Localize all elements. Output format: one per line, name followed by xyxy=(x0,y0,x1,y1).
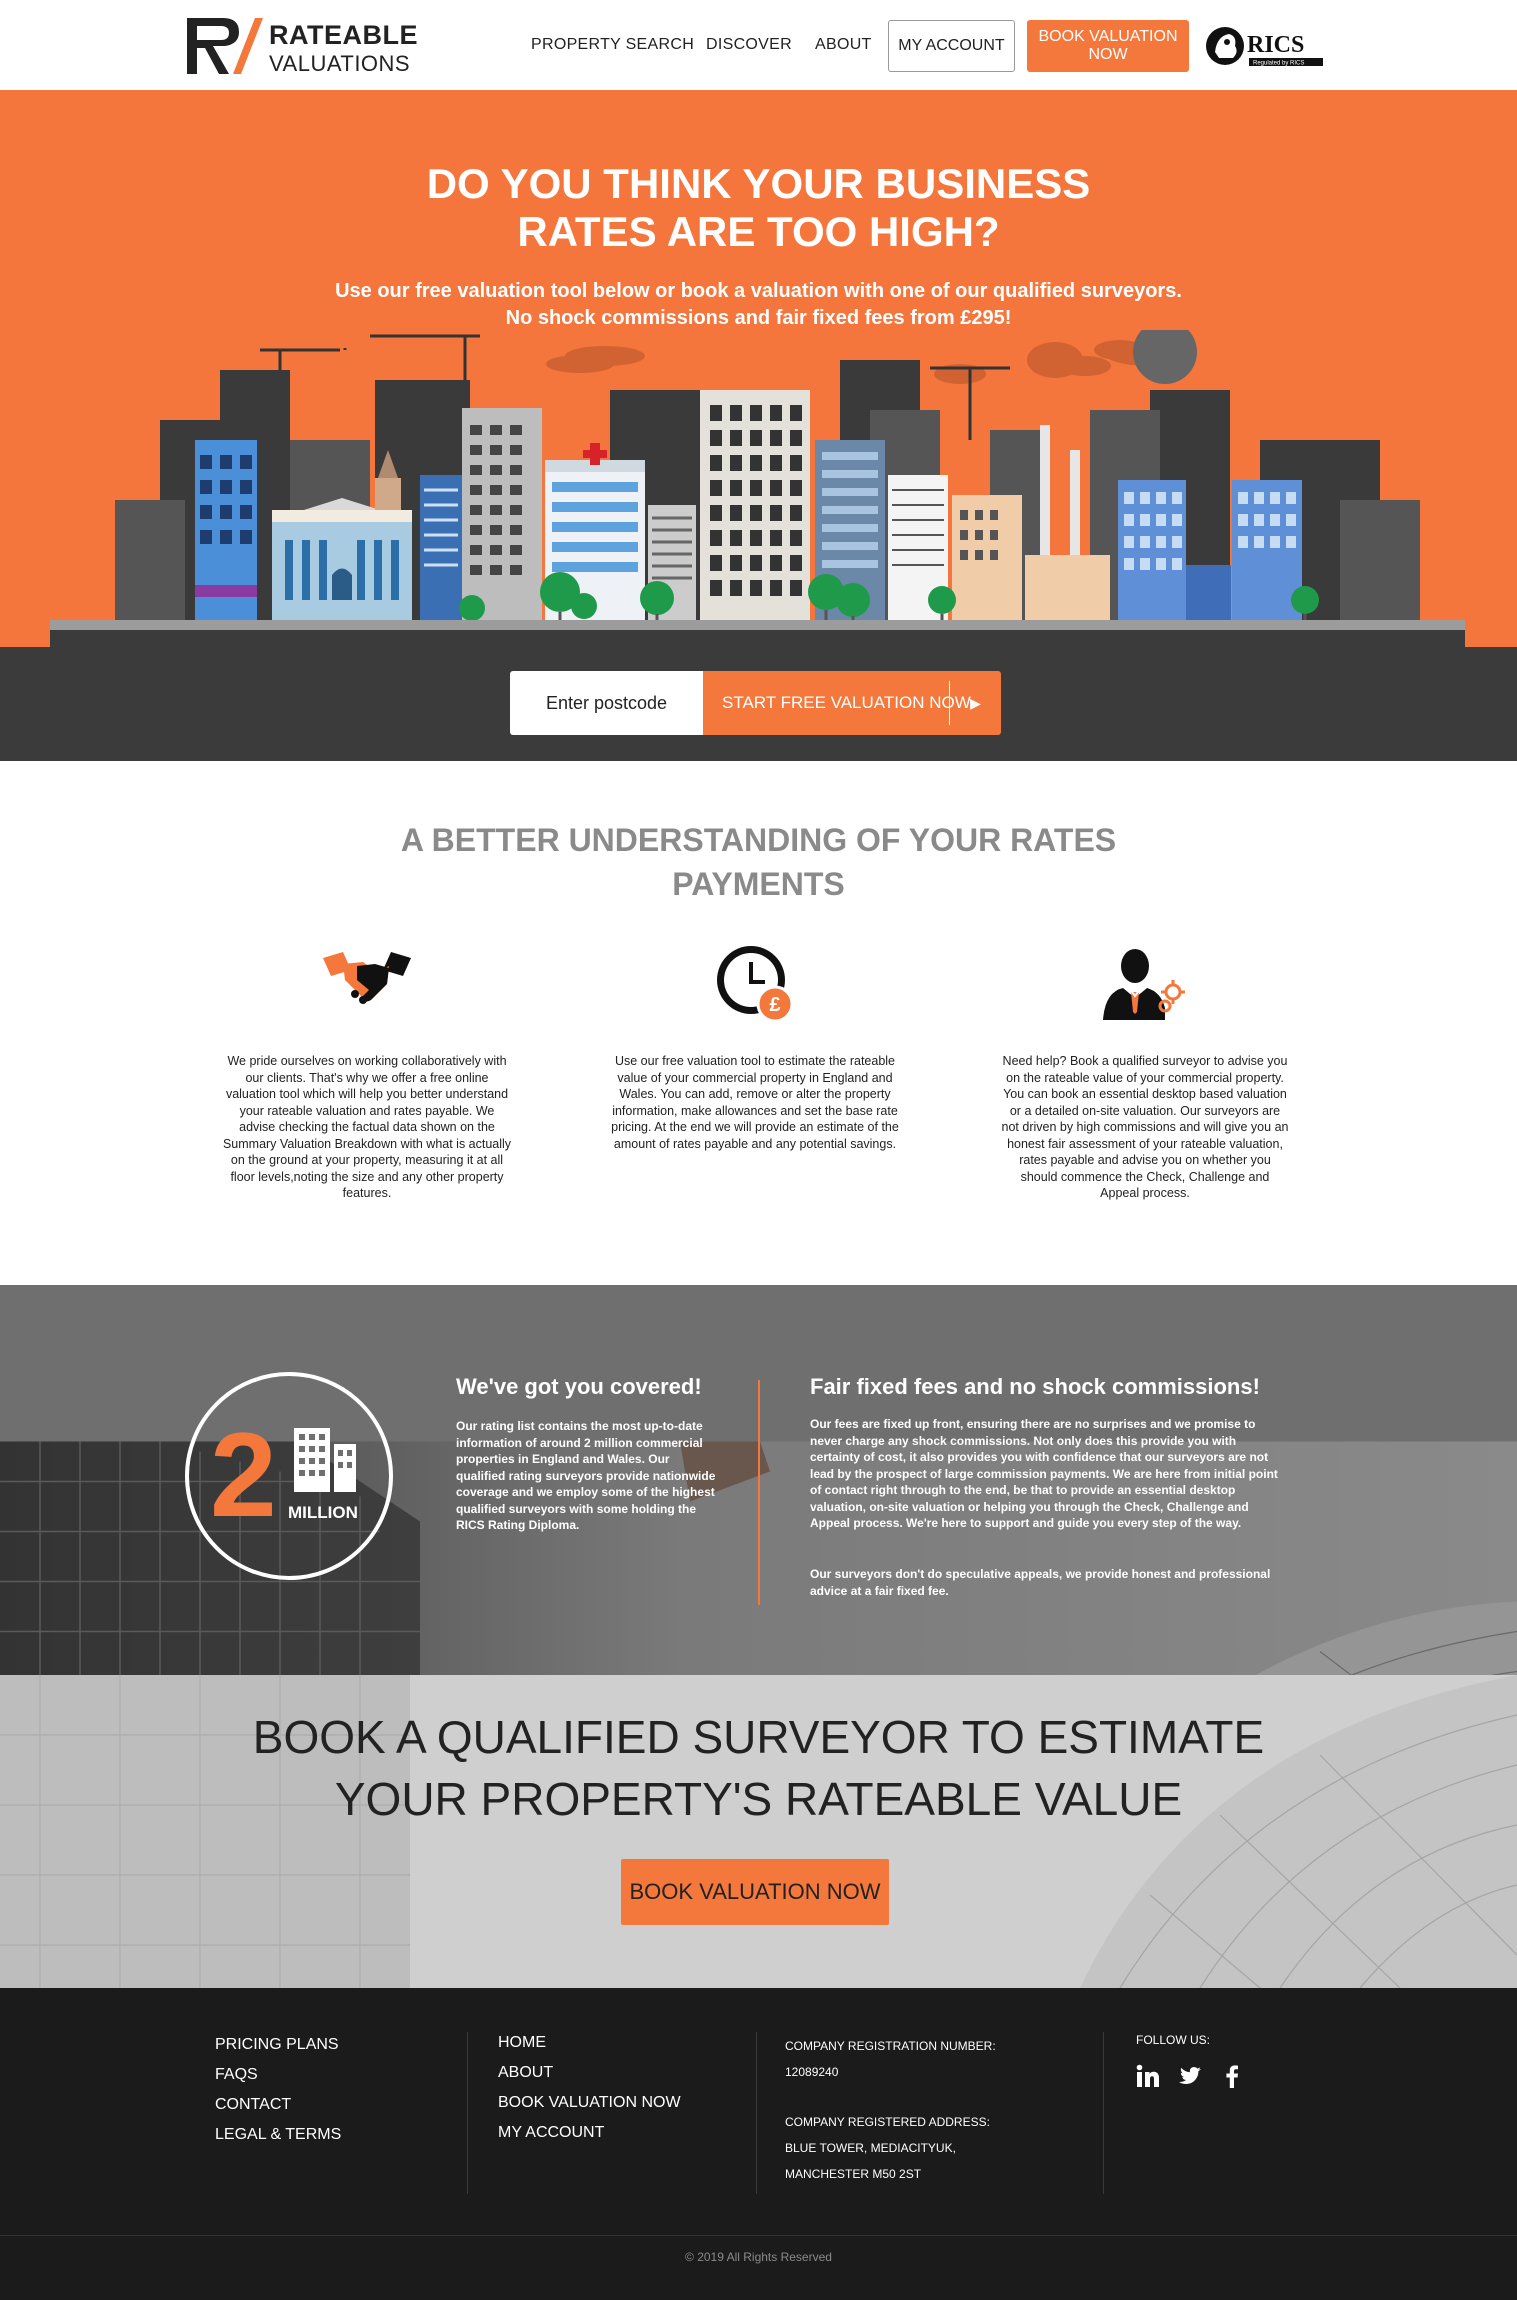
city-skyline-illustration xyxy=(0,330,1517,647)
features-title xyxy=(0,818,1517,906)
copyright: © 2019 All Rights Reserved xyxy=(685,2250,832,2264)
hero-title-line1: DO YOU THINK YOUR BUSINESS xyxy=(426,160,1091,207)
footer-link-legal[interactable]: LEGAL & TERMS xyxy=(215,2126,342,2143)
postcode-input[interactable] xyxy=(510,671,703,735)
twitter-icon[interactable] xyxy=(1178,2064,1202,2088)
footer-link-contact[interactable]: CONTACT xyxy=(215,2096,292,2113)
my-account-button[interactable]: MY ACCOUNT xyxy=(888,20,1015,72)
hero-title xyxy=(0,160,1517,256)
stats-divider xyxy=(758,1380,760,1605)
footer-links-col2 xyxy=(498,2028,681,2148)
covered-text: Our rating list contains the most up-to-date information of around 2 million commercial properties in England and Wales. Our qualified rating surveyors provide nationwide coverage and we employ some of the highest qualified surveyors with some holding the RICS Rating Diploma. xyxy=(456,1419,716,1532)
book-valuation-main-button[interactable]: BOOK VALUATION NOW xyxy=(621,1859,889,1925)
logo-line1: RATEABLE xyxy=(269,20,418,50)
book-title xyxy=(0,1706,1517,1830)
reg-number: 12089240 xyxy=(785,2065,839,2079)
footer-link-home[interactable]: HOME xyxy=(498,2034,546,2051)
feature-need-help xyxy=(1000,940,1290,1202)
address-label: COMPANY REGISTERED ADDRESS: xyxy=(785,2115,990,2129)
logo-line2: VALUATIONS xyxy=(269,51,411,76)
fees-text: Our fees are fixed up front, ensuring there are no surprises and we promise to never charge any shock commissions. Not only does this provide you with certainty of cost, it also provides you with confidence that our surveyors are not lead by the prospect of large commission payments. We are here from initial point of contact right through to the end, be that to provide an essential desktop valuation, on-site valuation or helping you through the Check, Challenge and Appeal process. We're here to support and guide you every step of the way. xyxy=(810,1417,1278,1530)
footer-links-col1 xyxy=(215,2030,341,2150)
footer-divider xyxy=(0,2235,1517,2236)
book-valuation-button[interactable]: BOOK VALUATION NOW xyxy=(1027,20,1189,72)
handshake-icon xyxy=(317,940,417,1030)
features-title-line1: A BETTER UNDERSTANDING OF YOUR RATES xyxy=(400,822,1117,858)
rics-logo xyxy=(1205,22,1325,70)
footer-link-faqs[interactable]: FAQS xyxy=(215,2066,258,2083)
rics-text: RICS xyxy=(1247,32,1305,58)
clock-pound-icon xyxy=(705,940,805,1030)
address-line2: MANCHESTER M50 2ST xyxy=(785,2167,922,2181)
book-title-line1: BOOK A QUALIFIED SURVEYOR TO ESTIMATE xyxy=(252,1711,1265,1763)
reg-number-label: COMPANY REGISTRATION NUMBER: xyxy=(785,2039,996,2053)
rics-lion-icon xyxy=(1205,22,1325,70)
hero-sub-line2: No shock commissions and fair fixed fees from £295! xyxy=(505,307,1012,329)
feature-estimate xyxy=(610,940,900,1152)
feature-estimate-text: Use our free valuation tool to estimate the rateable value of your commercial property in England and Wales. You can add, remove or alter the property information, make allowances and set the base rate pricing. At the end we will provide an estimate of the amount of rates payable and any potential savings. xyxy=(611,1054,899,1151)
hero-title-line2: RATES ARE TOO HIGH? xyxy=(517,208,1000,255)
fees-title: Fair fixed fees and no shock commissions! xyxy=(810,1374,1260,1399)
hero-sub-line1: Use our free valuation tool below or book a valuation with one of our qualified surveyors. xyxy=(335,280,1182,302)
logo-text xyxy=(269,22,418,75)
feature-collaborate xyxy=(222,940,512,1202)
book-title-line2: YOUR PROPERTY'S RATEABLE VALUE xyxy=(334,1773,1183,1825)
address-line1: BLUE TOWER, MEDIACITYUK, xyxy=(785,2141,956,2155)
footer-link-book[interactable]: BOOK VALUATION NOW xyxy=(498,2094,681,2111)
surveyor-gear-icon xyxy=(1095,940,1195,1030)
two-million-word: MILLION xyxy=(288,1503,358,1522)
linkedin-icon[interactable] xyxy=(1136,2064,1160,2088)
buildings-icon xyxy=(292,1424,358,1494)
site-header xyxy=(0,0,1517,90)
follow-us-label: FOLLOW US: xyxy=(1136,2033,1211,2047)
nav-property-search[interactable]: PROPERTY SEARCH xyxy=(531,36,695,53)
fees-text-appeals: Our surveyors don't do speculative appeals, we provide honest and professional advice at a fair fixed fee. xyxy=(810,1567,1271,1598)
logo[interactable] xyxy=(183,14,443,78)
covered-title: We've got you covered! xyxy=(456,1374,702,1399)
social-links xyxy=(1136,2064,1244,2088)
footer-link-about[interactable]: ABOUT xyxy=(498,2064,554,2081)
features-title-line2: PAYMENTS xyxy=(672,866,845,902)
hero-section xyxy=(0,90,1517,647)
footer-separator xyxy=(1103,2032,1104,2194)
footer-separator xyxy=(756,2032,757,2194)
start-valuation-label: START FREE VALUATION NOW xyxy=(722,693,971,712)
footer-separator xyxy=(467,2032,468,2194)
two-million-number: 2 xyxy=(210,1408,277,1542)
company-info xyxy=(785,2033,996,2187)
nav-about[interactable]: ABOUT xyxy=(815,36,872,53)
logo-mark-icon xyxy=(183,14,263,78)
svg-text:£: £ xyxy=(769,994,781,1016)
start-valuation-button[interactable] xyxy=(703,671,1001,735)
rics-subtext: Regulated by RICS xyxy=(1253,60,1305,67)
nav-discover[interactable]: DISCOVER xyxy=(706,36,792,53)
caret-right-icon: ▶ xyxy=(949,681,1001,725)
footer-link-pricing[interactable]: PRICING PLANS xyxy=(215,2036,339,2053)
feature-collaborate-text: We pride ourselves on working collaboratively with our clients. That's why we offer a free online valuation tool which will help you better understand your rateable valuation and rates payable. We advise checking the factual data shown on the Summary Valuation Breakdown with what is actually on the ground at your property, measuring it at all floor levels,noting the size and any other property features. xyxy=(222,1054,512,1200)
footer-link-account[interactable]: MY ACCOUNT xyxy=(498,2124,605,2141)
facebook-icon[interactable] xyxy=(1220,2064,1244,2088)
feature-need-help-text: Need help? Book a qualified surveyor to advise you on the rateable value of your commercial property. You can book an essential desktop based valuation or a detailed on-site valuation. Our surveyors are not driven by high commissions and will give you an honest fair assessment of your rateable valuation, rates payable and advise you on whether you should commence the Check, Challenge and Appeal process. xyxy=(1001,1054,1289,1200)
hero-subtitle xyxy=(0,278,1517,332)
valuation-search-bar xyxy=(0,647,1517,761)
